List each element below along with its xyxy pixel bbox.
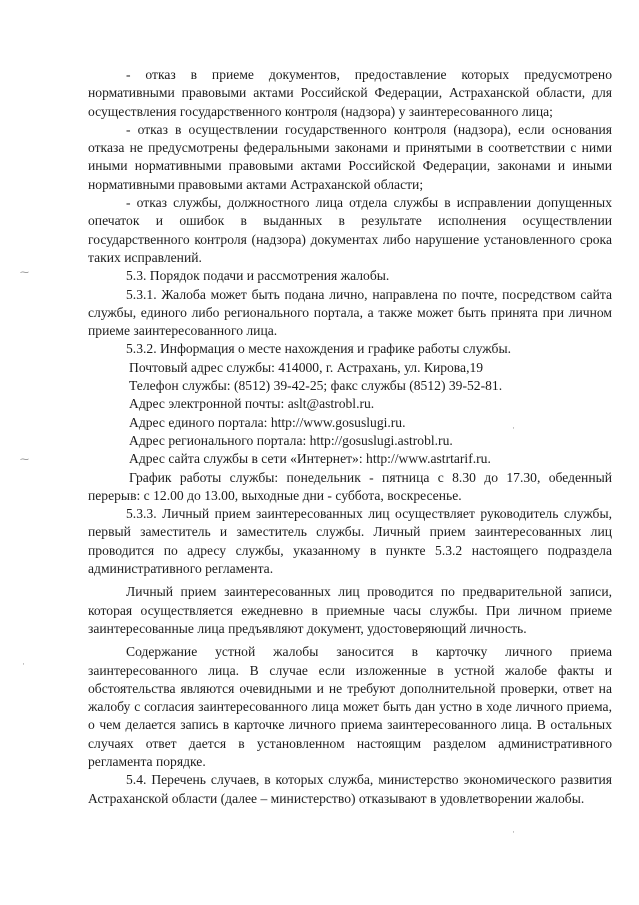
paragraph-5-4: 5.4. Перечень случаев, в которых служба, министерство экономического развития Астраханской области (далее – министерство) отказывают в удовлетворении жалобы. — [88, 772, 612, 806]
paragraph-5-3-2: 5.3.2. Информация о месте нахождения и графике работы службы. — [126, 341, 511, 357]
section-heading-5-3: 5.3. Порядок подачи и рассмотрения жалобы. — [126, 268, 390, 284]
paragraph-refusal-corrections: - отказ службы, должностного лица отдела службы в исправлении допущенных опечаток и ошибок в выданных в результате исполнения осуществлении государственного контроля (надзора) документах либо нарушение установленного срока таких исправлений. — [88, 195, 612, 265]
paragraph-appointment: Личный прием заинтересованных лиц проводится по предварительной записи, которая осуществляется ежедневно в приемные часы службы. При личном приеме заинтересованные лица предъявляют документ, удостоверяющий личность. — [88, 584, 612, 636]
phone-fax: Телефон службы: (8512) 39-42-25; факс службы (8512) 39-52-81. — [129, 378, 503, 394]
paragraph-refusal-documents: - отказ в приеме документов, предоставление которых предусмотрено нормативными правовыми актами Российской Федерации, Астраханской области, для осуществления государственного контроля (надзора) у заинтересованного лица; — [88, 67, 612, 119]
scan-mark: · — [512, 827, 515, 837]
scan-mark: ⁓ — [20, 267, 29, 277]
unified-portal-address: Адрес единого портала: http://www.gosuslugi.ru. — [129, 414, 406, 430]
paragraph-oral-complaint: Содержание устной жалобы заносится в карточку личного приема заинтересованного лица. В случае если изложенные в устной жалобе факты и обстоятельства являются очевидными и не требуют дополнительной проверки, ответ на жалобу с согласия заинтересованного лица может быть дан устно в ходе личного приема, о чем делается запись в карточке личного приема заинтересованного лица. В остальных случаях ответ дается в установленном настоящим разделом административного регламента порядке. — [88, 644, 612, 769]
scan-mark: · — [22, 659, 25, 669]
website-address: Адрес сайта службы в сети «Интернет»: http://www.astrtarif.ru. — [129, 451, 491, 467]
scan-mark: ⁓ — [20, 454, 29, 464]
paragraph-work-schedule: График работы службы: понедельник - пятница с 8.30 до 17.30, обеденный перерыв: с 12.00 до 13.00, выходные дни - суббота, воскресенье. — [88, 469, 612, 503]
document-body — [88, 66, 612, 808]
paragraph-5-3-1: 5.3.1. Жалоба может быть подана лично, направлена по почте, посредством сайта службы, единого либо регионального портала, а также может быть принята при личном приеме заинтересованного лица. — [88, 286, 612, 339]
email-address: Адрес электронной почты: aslt@astrobl.ru. — [129, 396, 375, 412]
paragraph-refusal-control: - отказ в осуществлении государственного контроля (надзора), если основания отказа не предусмотрены федеральными законами и принятыми в соответствии с ними иными нормативными правовыми актами Российской Федерации, законами и иными нормативными правовыми актами Астраханской области; — [88, 121, 612, 192]
scan-mark: · — [512, 423, 515, 433]
regional-portal-address: Адрес регионального портала: http://gosuslugi.astrobl.ru. — [129, 432, 453, 448]
postal-address: Почтовый адрес службы: 414000, г. Астрахань, ул. Кирова,19 — [129, 359, 484, 375]
paragraph-5-3-3: 5.3.3. Личный прием заинтересованных лиц осуществляет руководитель службы, первый заместитель и заместитель службы. Личный прием заинтересованных лиц проводится по адресу службы, указанному в пункте 5.3.2 настоящего подраздела административного регламента. — [88, 506, 612, 577]
